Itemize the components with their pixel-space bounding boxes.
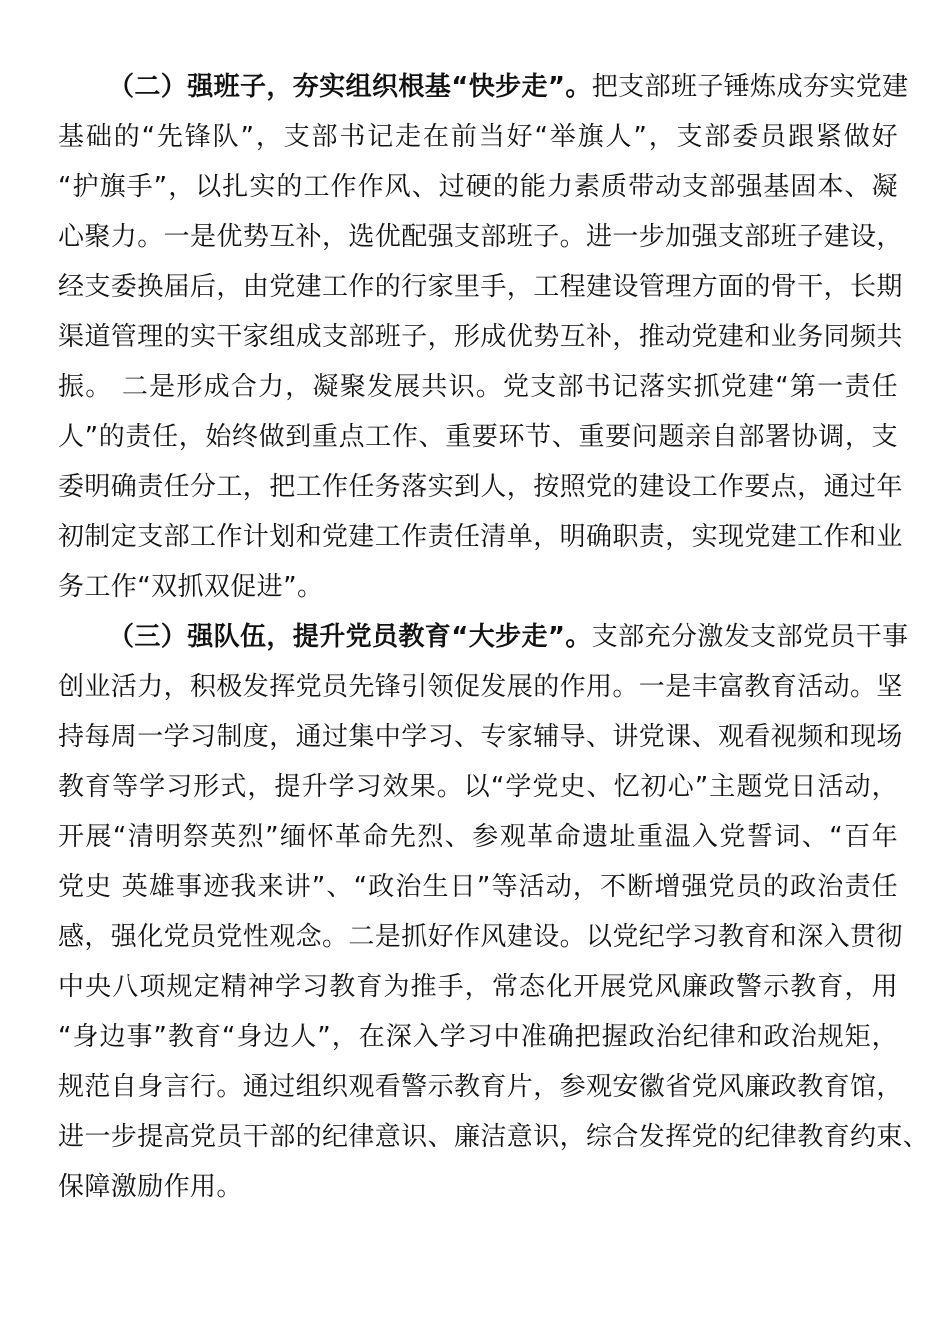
paragraph-line: 经支委换届后，由党建工作的行家里手，工程建设管理方面的骨干，长期 xyxy=(58,272,903,302)
paragraph-line: 开展“清明祭英烈”缅怀革命先烈、参观革命遗址重温入党誓词、“百年 xyxy=(58,822,898,852)
paragraph-line: 中央八项规定精神学习教育为推手，常态化开展党风廉政警示教育，用 xyxy=(58,972,898,1002)
paragraph-heading: （三）强队伍，提升党员教育“大步走”。 xyxy=(108,622,592,652)
paragraph-line: 进一步提高党员干部的纪律意识、廉洁意识，综合发挥党的纪律教育约束、 xyxy=(58,1122,930,1152)
paragraph-line: 党史 英雄事迹我来讲”、“政治生日”等活动，不断增强党员的政治责任 xyxy=(58,872,898,902)
paragraph-line: 渠道管理的实干家组成支部班子，形成优势互补，推动党建和业务同频共 xyxy=(58,322,903,352)
paragraph-line: 基础的“先锋队”，支部书记走在前当好“举旗人”，支部委员跟紧做好 xyxy=(58,122,898,152)
paragraph-line xyxy=(108,62,909,112)
paragraph-line: 初制定支部工作计划和党建工作责任清单，明确职责，实现党建工作和业 xyxy=(58,522,903,552)
paragraph-line: 振。 二是形成合力，凝聚发展共识。党支部书记落实抓党建“第一责任 xyxy=(58,372,898,402)
paragraph-line: “身边事”教育“身边人”，在深入学习中准确把握政治纪律和政治规矩， xyxy=(58,1022,898,1052)
paragraph-line: “护旗手”，以扎实的工作作风、过硬的能力素质带动支部强基固本、凝 xyxy=(58,172,898,202)
paragraph-line: 创业活力，积极发挥党员先锋引领促发展的作用。一是丰富教育活动。坚 xyxy=(58,672,903,702)
paragraph-line: 持每周一学习制度，通过集中学习、专家辅导、讲党课、观看视频和现场 xyxy=(58,722,903,752)
paragraph-line: 委明确责任分工，把工作任务落实到人，按照党的建设工作要点，通过年 xyxy=(58,472,903,502)
paragraph-line: 教育等学习形式，提升学习效果。以“学党史、忆初心”主题党日活动， xyxy=(58,772,898,802)
paragraph-text: 支部充分激发支部党员干事 xyxy=(591,622,909,652)
paragraph-line: 心聚力。一是优势互补，选优配强支部班子。进一步加强支部班子建设， xyxy=(58,222,903,252)
paragraph-text: 把支部班子锤炼成夯实党建 xyxy=(591,72,909,102)
paragraph-line: 务工作“双抓双促进”。 xyxy=(58,572,324,602)
paragraph-heading: （二）强班子，夯实组织根基“快步走”。 xyxy=(108,72,592,102)
paragraph-line: 规范自身言行。通过组织观看警示教育片，参观安徽省党风廉政教育馆， xyxy=(58,1072,903,1102)
paragraph-line: 保障激励作用。 xyxy=(58,1172,243,1202)
paragraph-line: 感，强化党员党性观念。二是抓好作风建设。以党纪学习教育和深入贯彻 xyxy=(58,922,903,952)
paragraph-line xyxy=(108,612,909,662)
paragraph-line: 人”的责任，始终做到重点工作、重要环节、重要问题亲自部署协调，支 xyxy=(58,422,898,452)
